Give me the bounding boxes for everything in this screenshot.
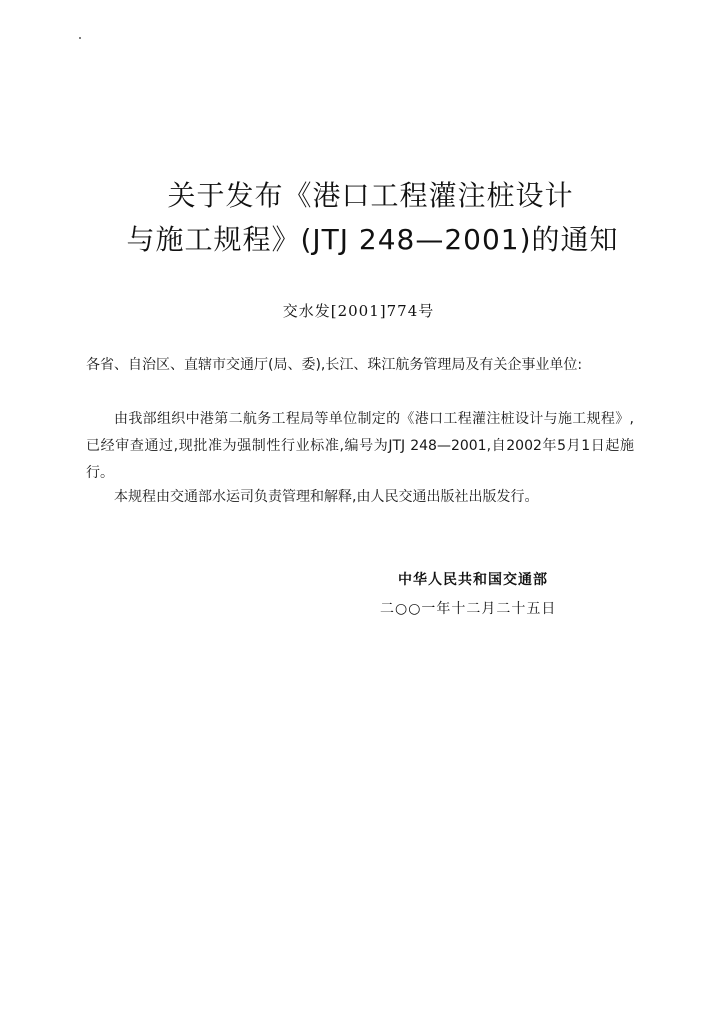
title-line-2: 与施工规程》(JTJ 248—2001)的通知 — [126, 223, 619, 256]
title-line-1: 关于发布《港口工程灌注桩设计 — [167, 179, 574, 212]
body-paragraph-publication: 本规程由交通部水运司负责管理和解释,由人民交通出版社出版发行。 — [114, 489, 539, 505]
scan-speck — [79, 37, 81, 39]
issue-date: 二○○一年十二月二十五日 — [380, 601, 557, 617]
addressee: 各省、自治区、直辖市交通厅(局、委),长江、珠江航务管理局及有关企事业单位: — [86, 357, 583, 373]
body-paragraph-approval: 由我部组织中港第二航务工程局等单位制定的《港口工程灌注桩设计与施工规程》,已经审查通过,现批准为强制性行业标准,编号为JTJ 248—2001,自2002年5月1日起施行。 — [86, 411, 634, 481]
document-number: 交水发[2001]774号 — [282, 302, 435, 320]
issuing-authority: 中华人民共和国交通部 — [398, 572, 548, 588]
